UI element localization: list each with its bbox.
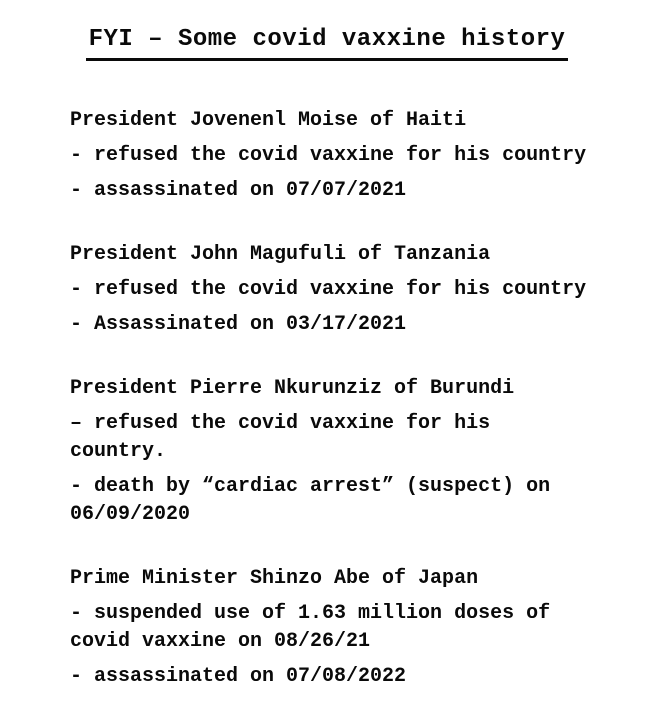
- bullet-paragraph: [70, 311, 598, 339]
- text-line: covid vaxxine on 08/26/21: [70, 629, 371, 653]
- text-line: - refused the covid vaxxine for his country: [70, 143, 587, 167]
- section-japan: [70, 565, 598, 691]
- section-burundi: [70, 375, 598, 529]
- title-row: [0, 26, 654, 61]
- text-line: country.: [70, 439, 167, 463]
- section-heading: President Pierre Nkurunziz of Burundi: [70, 376, 515, 400]
- bullet-paragraph: [70, 276, 598, 304]
- text-line: - assassinated on 07/07/2021: [70, 178, 407, 202]
- text-line: - suspended use of 1.63 million doses of: [70, 601, 551, 625]
- text-line: - death by “cardiac arrest” (suspect) on: [70, 474, 551, 498]
- section-haiti: [70, 107, 598, 205]
- text-line: 06/09/2020: [70, 502, 191, 526]
- section-heading: Prime Minister Shinzo Abe of Japan: [70, 566, 479, 590]
- text-line: - assassinated on 07/08/2022: [70, 664, 407, 688]
- bullet-paragraph: [70, 410, 598, 466]
- text-line: – refused the covid vaxxine for his: [70, 411, 491, 435]
- page-title: FYI – Some covid vaxxine history: [86, 26, 569, 61]
- text-line: - refused the covid vaxxine for his country: [70, 277, 587, 301]
- bullet-paragraph: [70, 663, 598, 691]
- text-line: - Assassinated on 03/17/2021: [70, 312, 407, 336]
- bullet-paragraph: [70, 177, 598, 205]
- section-tanzania: [70, 241, 598, 339]
- document-body: [0, 107, 654, 691]
- section-heading: President Jovenenl Moise of Haiti: [70, 108, 467, 132]
- bullet-paragraph: [70, 473, 598, 529]
- bullet-paragraph: [70, 142, 598, 170]
- section-heading: President John Magufuli of Tanzania: [70, 242, 491, 266]
- bullet-paragraph: [70, 600, 598, 656]
